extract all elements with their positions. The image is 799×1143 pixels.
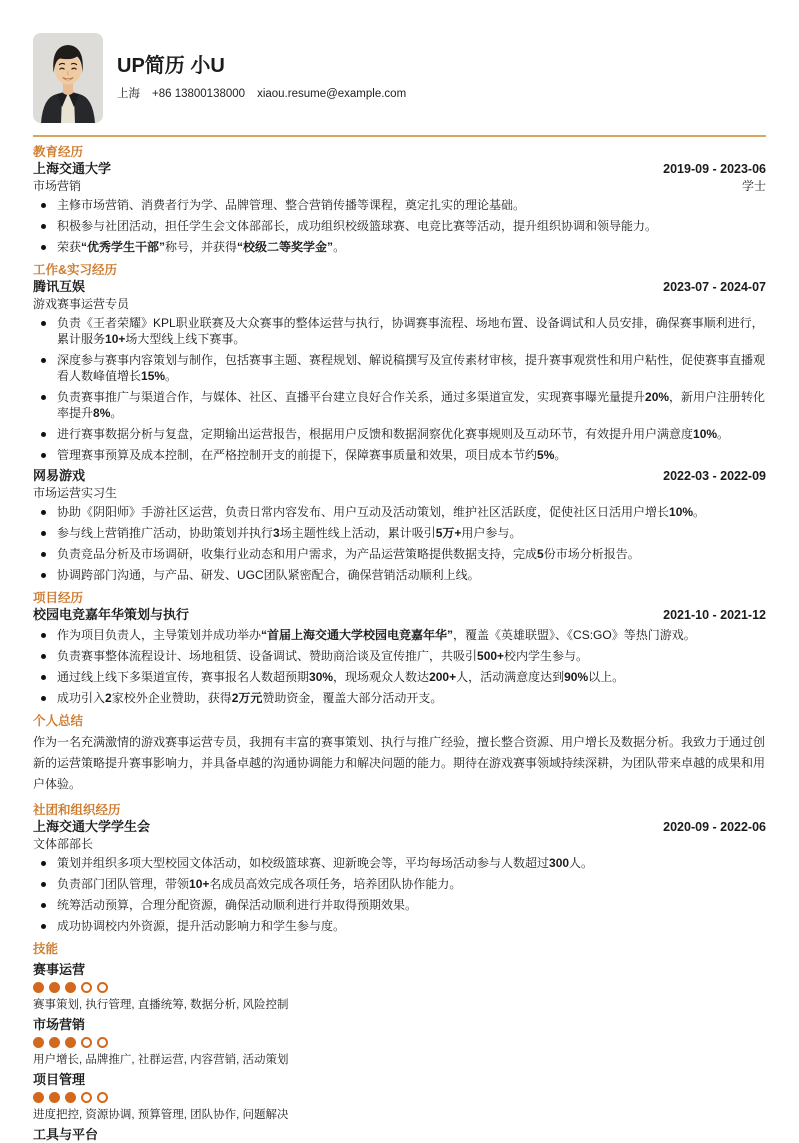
skill-dot	[81, 1037, 92, 1048]
skill-dot	[81, 1092, 92, 1103]
skill-name: 市场营销	[33, 1017, 86, 1032]
bullet-item: 策划并组织多项大型校园文体活动，如校级篮球赛、迎新晚会等，平均每场活动参与人数超过300人。	[33, 855, 766, 871]
summary-section-title: 个人总结	[33, 714, 84, 728]
project-date: 2021-10 - 2021-12	[663, 608, 766, 622]
organization-bullets	[33, 855, 766, 934]
bullet-item: 参与线上营销推广活动，协助策划并执行3场主题性线上活动，累计吸引5万+用户参与。	[33, 525, 766, 541]
school-name: 上海交通大学	[33, 161, 112, 176]
education-entry	[33, 161, 766, 255]
bullet-item: 负责赛事推广与渠道合作，与媒体、社区、直播平台建立良好合作关系，通过多渠道宣发，实现赛事曝光量提升20%，新用户注册转化率提升8%。	[33, 389, 766, 421]
organization-entry	[33, 819, 766, 934]
skill-dot	[49, 1037, 60, 1048]
work-bullets	[33, 315, 766, 463]
skill-keywords: 用户增长, 品牌推广, 社群运营, 内容营销, 活动策划	[33, 1054, 289, 1066]
bullet-item: 负责部门团队管理，带领10+名成员高效完成各项任务，培养团队协作能力。	[33, 876, 766, 892]
skill-dot	[65, 982, 76, 993]
organizations-section-title: 社团和组织经历	[33, 803, 121, 817]
bullet-item: 负责赛事整体流程设计、场地租赁、设备调试、赞助商洽谈及宣传推广，共吸引500+校内学生参与。	[33, 648, 766, 664]
bullet-item: 统筹活动预算，合理分配资源，确保活动顺利进行并取得预期效果。	[33, 897, 766, 913]
bullet-item: 深度参与赛事内容策划与制作，包括赛事主题、赛程规划、解说稿撰写及宣传素材审核，提升赛事观赏性和用户粘性，促使赛事直播观看人数峰值增长15%。	[33, 352, 766, 384]
job-title: 市场运营实习生	[33, 486, 118, 500]
skill-dots	[33, 1037, 766, 1048]
education-date: 2019-09 - 2023-06	[663, 162, 766, 176]
skill-dot	[33, 982, 44, 993]
section-organizations	[33, 802, 766, 934]
skills-section-title: 技能	[33, 942, 59, 956]
skill-dot	[97, 982, 108, 993]
bullet-item: 负责《王者荣耀》KPL职业联赛及大众赛事的整体运营与执行，协调赛事流程、场地布置、设备调试和人员安排，确保赛事顺利进行，累计服务10+场大型线上线下赛事。	[33, 315, 766, 347]
skill-item-tools-platforms	[33, 1127, 766, 1143]
work-entry-tencent	[33, 279, 766, 463]
header	[33, 33, 766, 123]
work-date: 2022-03 - 2022-09	[663, 469, 766, 483]
education-section-title: 教育经历	[33, 145, 84, 159]
bullet-item: 进行赛事数据分析与复盘，定期输出运营报告，根据用户反馈和数据洞察优化赛事规则及互动环节，有效提升用户满意度10%。	[33, 426, 766, 442]
work-bullets	[33, 504, 766, 583]
organization-role: 文体部部长	[33, 837, 94, 851]
profile-photo-illustration	[33, 33, 103, 123]
work-entry-netease	[33, 468, 766, 583]
skill-dot	[97, 1037, 108, 1048]
skill-dot	[65, 1037, 76, 1048]
skill-item-project-management	[33, 1072, 766, 1122]
contact-phone: +86 13800138000	[152, 87, 246, 100]
bullet-item: 积极参与社团活动，担任学生会文体部部长，成功组织校级篮球赛、电竞比赛等活动，提升组织协调和领导能力。	[33, 218, 766, 234]
skill-dot	[49, 1092, 60, 1103]
skill-dot	[97, 1092, 108, 1103]
profile-photo	[33, 33, 103, 123]
company-name: 网易游戏	[33, 468, 86, 483]
bullet-item: 作为项目负责人，主导策划并成功举办“首届上海交通大学校园电竞嘉年华”，覆盖《英雄联盟》、《CS:GO》等热门游戏。	[33, 627, 766, 643]
skill-name: 项目管理	[33, 1072, 86, 1087]
contact-location: 上海	[117, 87, 140, 100]
candidate-name: UP简历 小U	[117, 54, 225, 77]
bullet-item: 通过线上线下多渠道宣传，赛事报名人数超预期30%，现场观众人数达200+人，活动满意度达到90%以上。	[33, 669, 766, 685]
company-name: 腾讯互娱	[33, 279, 86, 294]
skill-dot	[49, 982, 60, 993]
work-section-title: 工作&实习经历	[33, 263, 118, 277]
bullet-item: 荣获“优秀学生干部”称号，并获得“校级二等奖学金”。	[33, 239, 766, 255]
header-text	[117, 55, 406, 102]
section-work	[33, 262, 766, 583]
section-skills	[33, 941, 766, 1143]
section-education	[33, 144, 766, 255]
project-entry	[33, 607, 766, 706]
skill-dots	[33, 982, 766, 993]
skill-dot	[33, 1092, 44, 1103]
bullet-item: 主修市场营销、消费者行为学、品牌管理、整合营销传播等课程，奠定扎实的理论基础。	[33, 197, 766, 213]
skill-item-event-operations	[33, 962, 766, 1012]
bullet-item: 成功引入2家校外企业赞助，获得2万元赞助资金，覆盖大部分活动开支。	[33, 690, 766, 706]
project-name: 校园电竞嘉年华策划与执行	[33, 607, 190, 622]
work-date: 2023-07 - 2024-07	[663, 280, 766, 294]
bullet-item: 协调跨部门沟通，与产品、研发、UGC团队紧密配合，确保营销活动顺利上线。	[33, 567, 766, 583]
organization-date: 2020-09 - 2022-06	[663, 820, 766, 834]
skill-dot	[33, 1037, 44, 1048]
projects-section-title: 项目经历	[33, 591, 84, 605]
project-bullets	[33, 627, 766, 706]
bullet-item: 管理赛事预算及成本控制，在严格控制开支的前提下，保障赛事质量和效果，项目成本节约5%。	[33, 447, 766, 463]
skill-name: 赛事运营	[33, 962, 86, 977]
organization-name: 上海交通大学学生会	[33, 819, 151, 834]
skill-name: 工具与平台	[33, 1127, 99, 1142]
skill-dot	[65, 1092, 76, 1103]
header-divider	[33, 135, 766, 137]
contact-email: xiaou.resume@example.com	[257, 87, 407, 100]
skill-dot	[81, 982, 92, 993]
education-major: 市场营销	[33, 179, 82, 193]
education-degree: 学士	[741, 179, 766, 193]
section-summary	[33, 713, 766, 795]
skill-dots	[33, 1092, 766, 1103]
bullet-item: 成功协调校内外资源，提升活动影响力和学生参与度。	[33, 918, 766, 934]
skill-item-marketing	[33, 1017, 766, 1067]
education-bullets	[33, 197, 766, 255]
bullet-item: 负责竞品分析及市场调研，收集行业动态和用户需求，为产品运营策略提供数据支持，完成5份市场分析报告。	[33, 546, 766, 562]
summary-text: 作为一名充满激情的游戏赛事运营专员，我拥有丰富的赛事策划、执行与推广经验，擅长整合资源、用户增长及数据分析。我致力于通过创新的运营策略提升赛事影响力，并具备卓越的沟通协调能力和解决问题的能力。期待在游戏赛事领域持续深耕，为团队带来卓越的成果和用户体验。	[33, 735, 766, 791]
section-projects	[33, 590, 766, 706]
contact-line	[117, 88, 406, 102]
job-title: 游戏赛事运营专员	[33, 297, 130, 311]
skill-keywords: 赛事策划, 执行管理, 直播统筹, 数据分析, 风险控制	[33, 999, 289, 1011]
skill-keywords: 进度把控, 资源协调, 预算管理, 团队协作, 问题解决	[33, 1109, 289, 1121]
bullet-item: 协助《阴阳师》手游社区运营，负责日常内容发布、用户互动及活动策划，维护社区活跃度，促使社区日活用户增长10%。	[33, 504, 766, 520]
